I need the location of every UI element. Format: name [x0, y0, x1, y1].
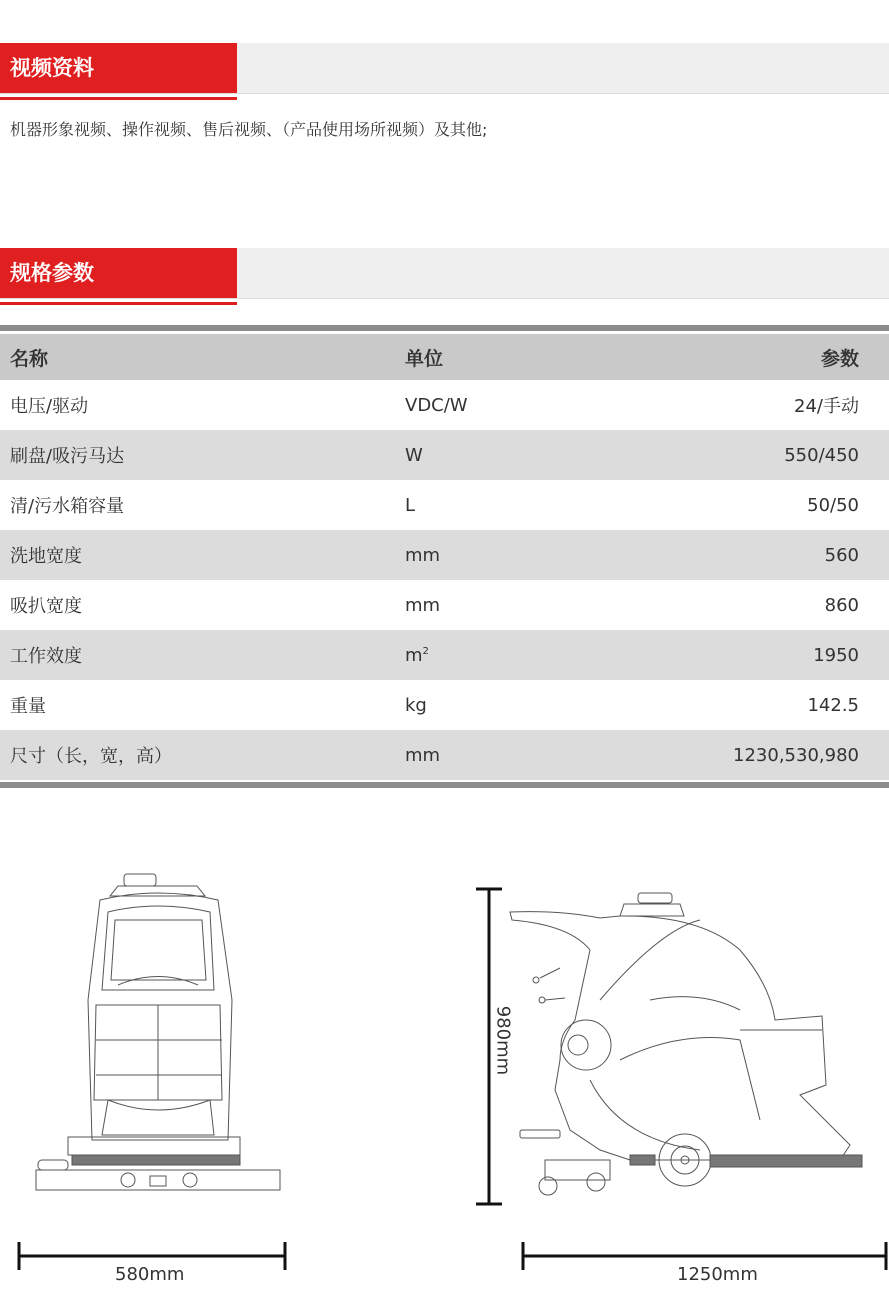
row-unit-superscript: 2: [422, 645, 429, 657]
header-name: 名称: [0, 334, 395, 380]
front-view-drawing: [36, 874, 280, 1190]
row-name: 刷盘/吸污马达: [0, 430, 395, 480]
row-value: 550/450: [695, 430, 889, 480]
row-unit: mm: [395, 530, 695, 580]
height-dimension-label: 980mm: [492, 1005, 514, 1076]
width-dimension-label: 580mm: [115, 1264, 185, 1285]
row-name: 重量: [10, 696, 46, 717]
side-view-drawing: [510, 893, 862, 1195]
row-value: 1950: [695, 630, 889, 680]
row-name: 洗地宽度: [0, 530, 395, 580]
row-value: 1230,530,980: [695, 730, 889, 780]
row-name: 吸扒宽度: [10, 596, 82, 617]
row-unit: W: [395, 430, 695, 480]
row-name: 清/污水箱容量: [10, 496, 125, 517]
video-description: 机器形象视频、操作视频、售后视频、（产品使用场所视频）及其他;: [10, 120, 488, 139]
row-value: 50/50: [807, 494, 859, 516]
video-section-title: 视频资料: [0, 43, 237, 93]
spec-section-title: 规格参数: [0, 248, 237, 298]
row-value: 24/手动: [794, 396, 859, 417]
header-unit: 单位: [395, 334, 695, 380]
row-unit: m: [405, 644, 423, 666]
row-unit: mm: [395, 730, 695, 780]
row-name: 工作效度: [0, 630, 395, 680]
length-dimension-label: 1250mm: [677, 1264, 758, 1285]
row-value: 860: [824, 594, 859, 616]
header-value: 参数: [695, 334, 889, 380]
row-name: 尺寸（长，宽，高）: [0, 730, 395, 780]
row-unit: VDC/W: [405, 394, 468, 416]
row-unit: L: [405, 494, 416, 516]
row-value: 142.5: [807, 694, 859, 716]
row-name: 电压/驱动: [10, 396, 89, 417]
row-value: 560: [695, 530, 889, 580]
row-unit: mm: [405, 594, 441, 616]
row-unit: kg: [405, 694, 427, 716]
